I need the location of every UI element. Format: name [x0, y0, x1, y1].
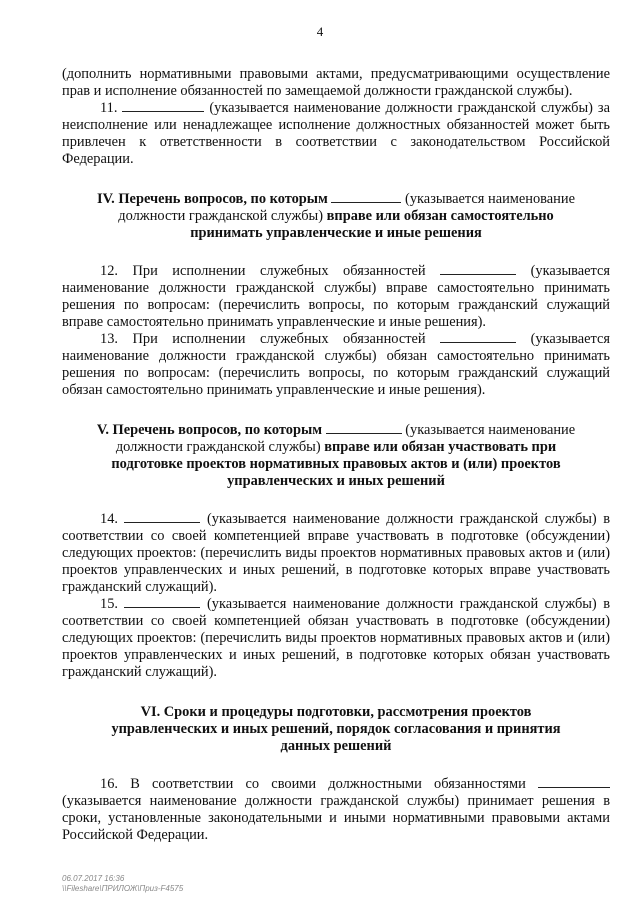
heading-text: вправе или обязан самостоятельно принимать управленческие и иные решения — [190, 208, 554, 241]
paragraph-13 — [62, 331, 610, 399]
heading-text: IV. Перечень вопросов, по которым — [97, 191, 328, 207]
paragraph-number: 15. — [100, 596, 118, 612]
heading-text: V. Перечень вопросов, по которым — [96, 422, 323, 438]
paragraph-14 — [62, 511, 610, 596]
footer-timestamp: 06.07.2017 16:36 — [62, 874, 125, 883]
paragraph-text: (указывается наименование должности гражданской службы) принимает решения в сроки, установленные законодательными и иными нормативными правовыми актами Российской Федерации. — [62, 793, 610, 843]
paragraph-16 — [62, 776, 610, 844]
paragraph-11 — [62, 100, 610, 168]
footer-file-path: \\Fileshare\ПРИЛОЖ\Приз-F4575 — [62, 884, 184, 893]
paragraph-text: (указывается наименование должности гражданской службы) в соответствии со своей компетенцией вправе участвовать в подготовке (обсуждении) следующих проектов: (перечислить виды проектов нормативных правовых актов и (или) проектов управленческих и иных решений, в подготовке которых вправе участвовать гражданский служащий). — [62, 511, 610, 595]
paragraph-text: (указывается наименование должности гражданской службы) вправе самостоятельно принимать решения по вопросам: (перечислить вопросы, по которым гражданский служащий вправе самостоятельно принимать управленческие и иные решения). — [62, 263, 610, 330]
paragraph-text: 12. При исполнении служебных обязанностей — [100, 263, 426, 279]
file-footer — [62, 874, 183, 894]
section-heading-iv — [62, 191, 610, 242]
paragraph-number: 14. — [100, 511, 118, 527]
document-body — [62, 66, 610, 844]
fill-in-blank — [538, 776, 610, 788]
paragraph-text: 13. При исполнении служебных обязанностей — [100, 331, 426, 347]
fill-in-blank — [440, 263, 516, 275]
fill-in-blank — [122, 100, 204, 112]
heading-text: VI. Сроки и процедуры подготовки, рассмотрения проектов управленческих и иных решений, порядок согласования и принятия данных решений — [111, 704, 561, 754]
paragraph-15 — [62, 596, 610, 681]
section-heading-v — [62, 422, 610, 490]
fill-in-blank — [124, 511, 200, 523]
fill-in-blank — [326, 422, 402, 434]
page-number: 4 — [316, 24, 324, 39]
paragraph-text: (дополнить нормативными правовыми актами, предусматривающими осуществление прав и исполнение обязанностей по замещаемой должности гражданской службы). — [62, 66, 610, 99]
paragraph-number: 11. — [100, 100, 118, 116]
paragraph-12 — [62, 263, 610, 331]
fill-in-blank — [440, 331, 516, 343]
paragraph-text: (указывается наименование должности гражданской службы) обязан самостоятельно принимать решения по вопросам: (перечислить вопросы, по которым гражданский служащий обязан самостоятельно принимать управленческие и иные решения). — [62, 331, 610, 398]
heading-text: (указывается наименование должности гражданской службы) — [115, 422, 576, 455]
paragraph-text: (указывается наименование должности гражданской службы) за неисполнение или ненадлежащее исполнение должностных обязанностей может быть привлечен к ответственности в соответствии с законодательством Российской Федерации. — [62, 100, 610, 167]
section-heading-vi — [62, 704, 610, 755]
paragraph-text: (указывается наименование должности гражданской службы) в соответствии со своей компетенцией обязан участвовать в подготовке (обсуждении) следующих проектов: (перечислить виды проектов нормативных правовых актов и (или) проектов управленческих и иных решений, в подготовке которых обязан участвовать гражданский служащий). — [62, 596, 610, 680]
heading-text: вправе или обязан участвовать при подготовке проектов нормативных правовых актов и (или) проектов управленческих и иных решений — [111, 439, 561, 489]
heading-text: (указывается наименование должности гражданской службы) — [118, 191, 575, 224]
fill-in-blank — [331, 191, 401, 203]
paragraph-continuation — [62, 66, 610, 100]
fill-in-blank — [124, 596, 200, 608]
paragraph-text: 16. В соответствии со своими должностными обязанностями — [100, 776, 526, 792]
